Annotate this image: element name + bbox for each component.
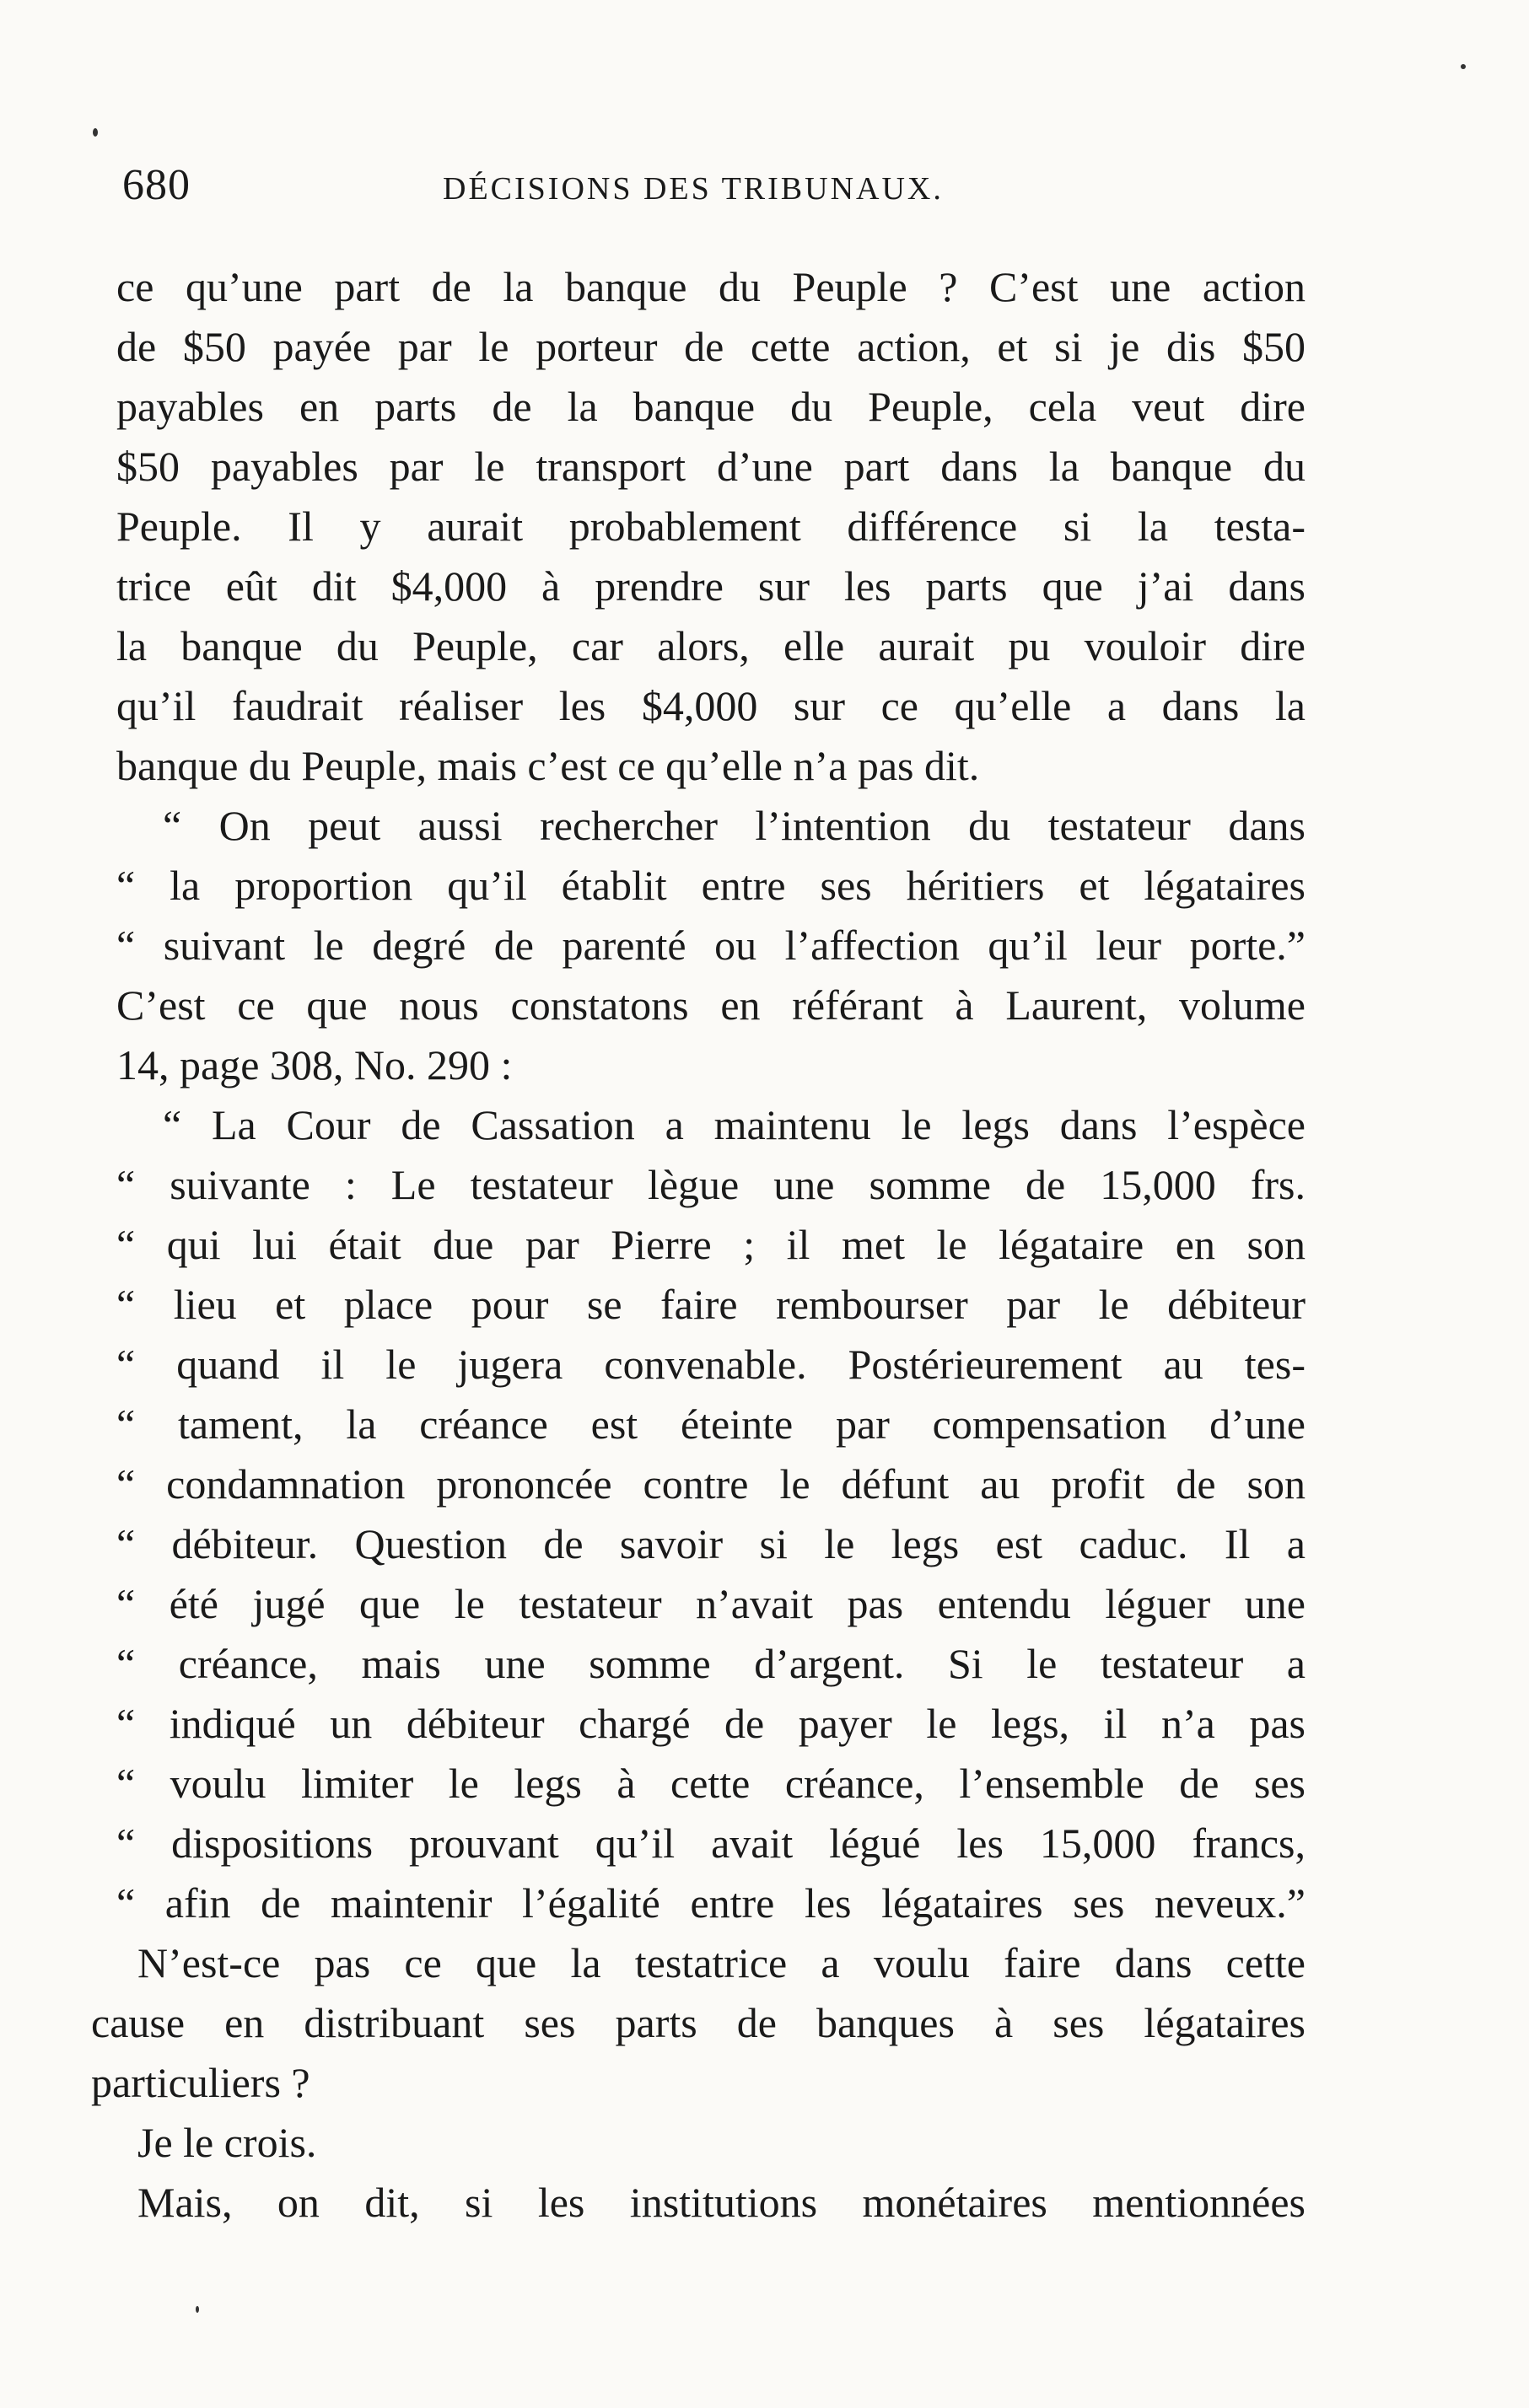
text-line: C’est ce que nous constatons en référant à Laurent, volume [116, 981, 1306, 1029]
text-line: “ tament, la créance est éteinte par compensation d’une [116, 1400, 1306, 1448]
text-line: 14, page 308, No. 290 : [116, 1041, 513, 1088]
text-line: Mais, on dit, si les institutions monétaires mentionnées [137, 2179, 1306, 2226]
text-line: $50 payables par le transport d’une part dans la banque du [116, 443, 1306, 490]
scan-speck [196, 2306, 199, 2313]
scan-speck [93, 128, 98, 137]
text-line: ce qu’une part de la banque du Peuple ? C’est une action [116, 263, 1306, 310]
text-line: “ quand il le jugera convenable. Postérieurement au tes- [116, 1341, 1306, 1388]
text-line: “ indiqué un débiteur chargé de payer le legs, il n’a pas [116, 1700, 1306, 1747]
text-line: “ suivante : Le testateur lègue une somme de 15,000 frs. [116, 1161, 1306, 1208]
text-line: banque du Peuple, mais c’est ce qu’elle n’a pas dit. [116, 742, 980, 789]
text-line: trice eût dit $4,000 à prendre sur les parts que j’ai dans [116, 562, 1306, 610]
text-line: cause en distribuant ses parts de banques à ses légataires [91, 1999, 1306, 2046]
text-line: la banque du Peuple, car alors, elle aurait pu vouloir dire [116, 622, 1306, 669]
text-line: N’est-ce pas ce que la testatrice a voulu faire dans cette [137, 1939, 1306, 1986]
text-line: “ On peut aussi rechercher l’intention du testateur dans [163, 802, 1306, 849]
text-line: “ lieu et place pour se faire rembourser par le débiteur [116, 1281, 1306, 1328]
text-line: “ été jugé que le testateur n’avait pas entendu léguer une [116, 1580, 1306, 1627]
scan-speck [1461, 64, 1466, 69]
text-line: “ La Cour de Cassation a maintenu le legs dans l’espèce [163, 1101, 1306, 1148]
text-line: qu’il faudrait réaliser les $4,000 sur ce qu’elle a dans la [116, 682, 1306, 729]
page-number: 680 [122, 161, 191, 209]
text-line: Je le crois. [137, 2119, 317, 2166]
text-line: Peuple. Il y aurait probablement différence si la testa- [116, 503, 1306, 550]
text-line: “ créance, mais une somme d’argent. Si le testateur a [116, 1640, 1306, 1687]
running-head: DÉCISIONS DES TRIBUNAUX. [443, 171, 944, 207]
text-line: “ la proportion qu’il établit entre ses héritiers et légataires [116, 862, 1306, 909]
page-body [91, 257, 1306, 2233]
text-line: “ afin de maintenir l’égalité entre les légataires ses neveux.” [116, 1879, 1306, 1927]
text-line: “ condamnation prononcée contre le défunt au profit de son [116, 1460, 1306, 1508]
text-line: “ débiteur. Question de savoir si le legs est caduc. Il a [116, 1520, 1306, 1567]
text-line: “ voulu limiter le legs à cette créance, l’ensemble de ses [116, 1760, 1306, 1807]
text-line: de $50 payée par le porteur de cette action, et si je dis $50 [116, 323, 1306, 370]
text-line: “ dispositions prouvant qu’il avait légué les 15,000 francs, [116, 1819, 1306, 1867]
page-header [122, 160, 1327, 228]
text-line: payables en parts de la banque du Peuple, cela veut dire [116, 383, 1306, 430]
text-line: “ suivant le degré de parenté ou l’affection qu’il leur porte.” [116, 922, 1306, 969]
text-line: particuliers ? [91, 2059, 310, 2106]
text-line: “ qui lui était due par Pierre ; il met le légataire en son [116, 1221, 1306, 1268]
